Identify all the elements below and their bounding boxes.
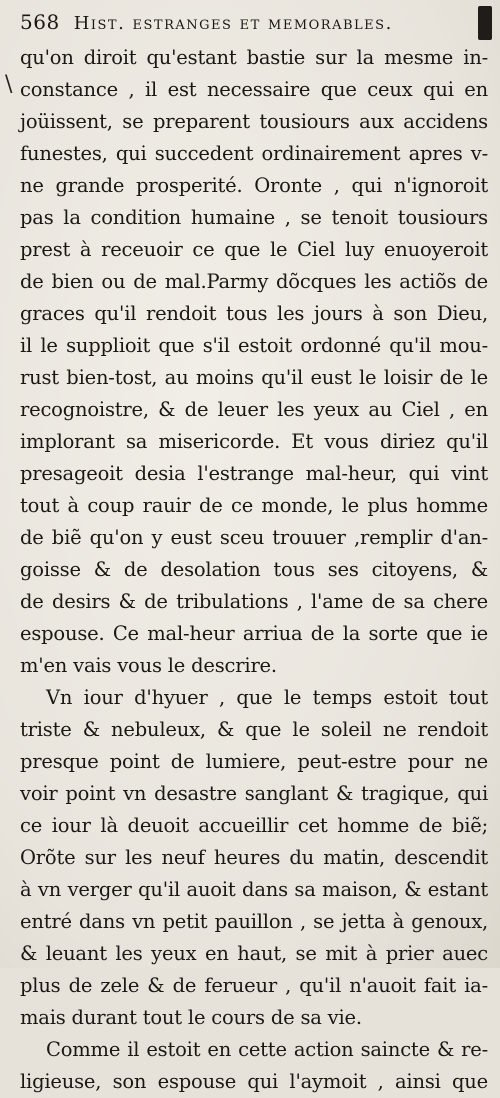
text-line: tout à coup rauir de ce monde, le plus homme [20, 494, 488, 517]
text-line: goisse & de desolation tous ses citoyens, & [20, 558, 488, 581]
page-header [20, 10, 470, 40]
text-line: Orõte sur les neuf heures du matin, descendit [20, 846, 488, 869]
text-line: ce iour là deuoit accueillir cet homme de biẽ; [20, 814, 488, 837]
text-line: presageoit desia l'estrange mal-heur, qui vint [20, 462, 488, 485]
binding-shadow [478, 6, 492, 40]
text-line: de bien ou de mal.Parmy dõcques les actiõs de [20, 270, 488, 293]
text-line: triste & nebuleux, & que le soleil ne rendoit [20, 718, 488, 741]
text-line: m'en vais vous le descrire. [20, 654, 277, 677]
body-text [20, 42, 488, 1098]
text-line: funestes, qui succedent ordinairement apres v- [20, 142, 488, 165]
running-head: Hist. estranges et memorables. [73, 13, 393, 34]
text-line: il le supplioit que s'il estoit ordonné qu'il mou- [20, 334, 488, 357]
text-line: rust bien-tost, au moins qu'il eust le loisir de le [20, 366, 488, 389]
text-line: de desirs & de tribulations , l'ame de sa chere [20, 590, 488, 613]
text-line: graces qu'il rendoit tous les jours à son Dieu, [20, 302, 488, 325]
text-line: plus de zele & de ferueur , qu'il n'auoit fait ia- [20, 974, 488, 997]
text-line: espouse. Ce mal-heur arriua de la sorte que ie [20, 622, 488, 645]
text-line: joüissent, se preparent tousiours aux accidens [20, 110, 488, 133]
margin-mark: \ [5, 72, 13, 97]
text-line: constance , il est necessaire que ceux qui en [20, 78, 488, 101]
page-number: 568 [20, 10, 60, 34]
text-line: recognoistre, & de leuer les yeux au Ciel , en [20, 398, 488, 421]
text-line: ligieuse, son espouse qui l'aymoit , ainsi que [20, 1070, 488, 1093]
text-line: ne grande prosperité. Oronte , qui n'ignoroit [20, 174, 488, 197]
text-line: Comme il estoit en cette action saincte & re- [46, 1038, 488, 1061]
text-line: implorant sa misericorde. Et vous diriez qu'il [20, 430, 488, 453]
text-line: qu'on diroit qu'estant bastie sur la mesme in- [20, 46, 488, 69]
text-line: de biẽ qu'on y eust sceu trouuer ,remplir d'an- [20, 526, 488, 549]
text-line: presque point de lumiere, peut-estre pour ne [20, 750, 488, 773]
text-line: mais durant tout le cours de sa vie. [20, 1006, 362, 1029]
text-line: à vn verger qu'il auoit dans sa maison, & estant [20, 878, 488, 901]
text-line: Vn iour d'hyuer , que le temps estoit tout [46, 686, 488, 709]
text-line: & leuant les yeux en haut, se mit à prier auec [20, 942, 488, 965]
text-line: entré dans vn petit pauillon , se jetta à genoux, [20, 910, 488, 933]
text-line: pas la condition humaine , se tenoit tousiours [20, 206, 488, 229]
text-line: voir point vn desastre sanglant & tragique, qui [20, 782, 488, 805]
text-line: prest à receuoir ce que le Ciel luy enuoyeroit [20, 238, 488, 261]
